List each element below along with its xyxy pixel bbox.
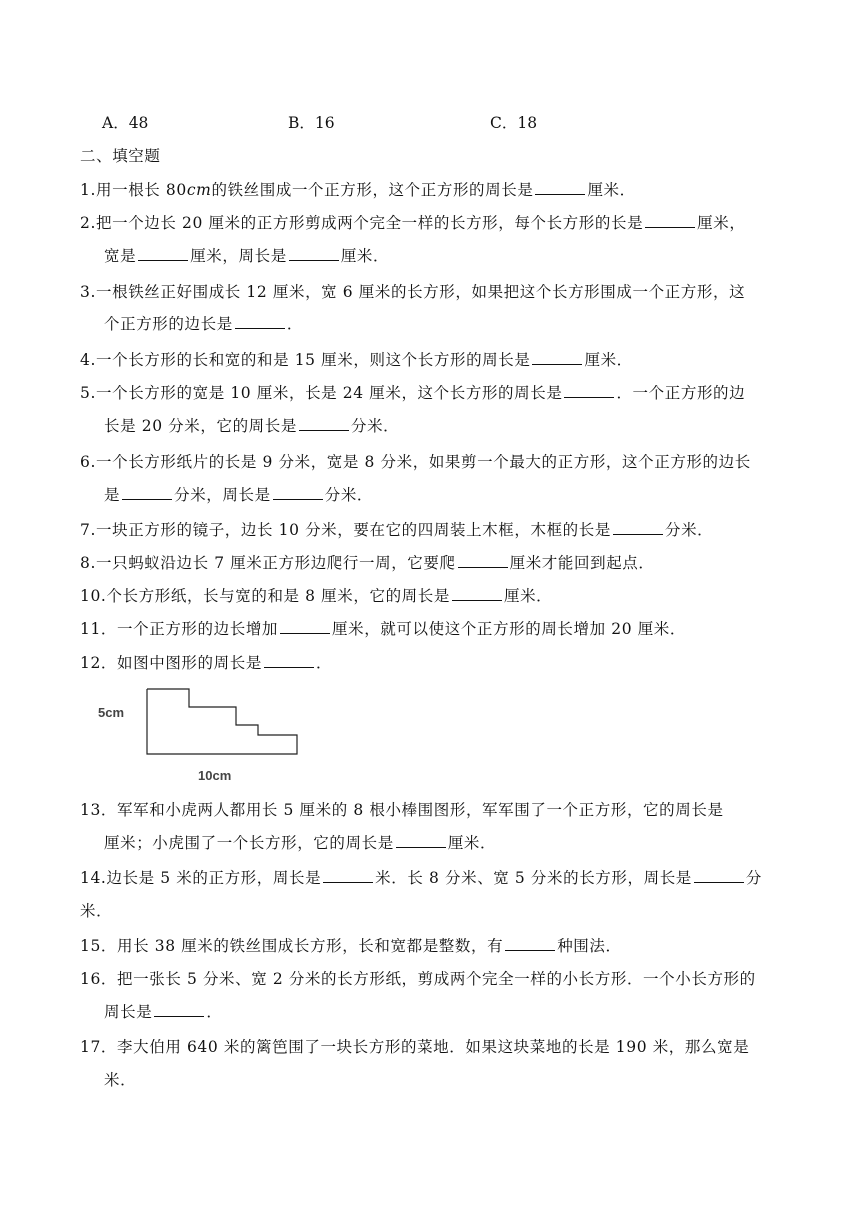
question-7 (80, 520, 713, 540)
question-14 (80, 868, 762, 888)
answer-blank[interactable] (280, 619, 330, 634)
q4-text-b: 厘米． (584, 351, 633, 369)
answer-blank[interactable] (138, 246, 188, 261)
question-6-cont (104, 485, 373, 505)
question-13-cont (104, 833, 496, 853)
q6-text-a: 6.一个长方形纸片的长是 9 分米，宽是 8 分米，如果剪一个最大的正方形，这个正方形的边长 (80, 453, 751, 471)
section-title: 二、填空题 (80, 147, 161, 165)
question-14-cont (80, 901, 112, 921)
q5-text-b: ．一个正方形的边 (616, 384, 746, 402)
answer-blank[interactable] (645, 213, 695, 228)
q7-text-a: 7.一块正方形的镜子，边长 10 分米，要在它的四周装上木框，木框的长是 (80, 521, 611, 539)
option-c: C．18 (490, 114, 538, 132)
q4-text-a: 4.一个长方形的长和宽的和是 15 厘米，则这个长方形的周长是 (80, 351, 531, 369)
q10-text-a: 10.个长方形纸，长与宽的和是 8 厘米，它的周长是 (80, 587, 450, 605)
answer-blank[interactable] (535, 180, 585, 195)
q15-text-a: 15．用长 38 厘米的铁丝围成长方形，长和宽都是整数，有 (80, 937, 504, 955)
question-10 (80, 586, 552, 606)
q13-text-c: 厘米． (447, 834, 497, 852)
question-1 (80, 180, 636, 200)
q2-text-b: 厘米， (697, 214, 746, 232)
q6-text-d: 分米． (324, 486, 374, 504)
q17-text-b: 米． (104, 1071, 137, 1089)
q13-text-b: 厘米；小虎围了一个长方形，它的周长是 (104, 834, 394, 852)
height-label: 5cm (98, 705, 125, 720)
q7-text-b: 分米． (664, 521, 714, 539)
answer-blank[interactable] (613, 520, 663, 535)
q2-text-d: 厘米，周长是 (190, 247, 287, 265)
question-16-cont (104, 1002, 222, 1022)
q12-text-a: 12．如图中图形的周长是 (80, 654, 262, 672)
q14-text-b: 米．长 8 分米、宽 5 分米的长方形，周长是 (375, 869, 692, 887)
answer-blank[interactable] (505, 936, 555, 951)
question-4 (80, 350, 633, 370)
answer-blank[interactable] (323, 868, 373, 883)
answer-blank[interactable] (458, 553, 508, 568)
question-3 (80, 282, 745, 302)
question-12 (80, 653, 332, 673)
answer-blank[interactable] (264, 653, 314, 668)
answer-blank[interactable] (273, 485, 323, 500)
question-16 (80, 969, 756, 989)
q16-text-b: 周长是 (104, 1003, 153, 1021)
answer-blank[interactable] (154, 1002, 204, 1017)
staircase-shape (147, 689, 297, 754)
question-17 (80, 1037, 749, 1057)
question-8 (80, 553, 655, 573)
answer-blank[interactable] (289, 246, 339, 261)
question-11 (80, 619, 686, 639)
q11-text-a: 11．一个正方形的边长增加 (80, 620, 279, 638)
answer-blank[interactable] (299, 416, 349, 431)
option-a: A．48 (102, 114, 149, 132)
answer-blank[interactable] (564, 383, 614, 398)
question-15 (80, 936, 622, 956)
answer-blank[interactable] (532, 350, 582, 365)
q8-text-a: 8.一只蚂蚁沿边长 7 厘米正方形边爬行一周，它要爬 (80, 554, 456, 572)
q1-text-a: 1.用一根长 80 (80, 181, 187, 199)
q2-text-a: 2.把一个边长 20 厘米的正方形剪成两个完全一样的长方形，每个长方形的长是 (80, 214, 644, 232)
question-5 (80, 383, 745, 403)
answer-blank[interactable] (396, 833, 446, 848)
answer-blank[interactable] (694, 868, 744, 883)
question-6 (80, 452, 751, 472)
q14-text-c: 分 (745, 869, 763, 887)
q1-text-c: 厘米． (587, 181, 636, 199)
q5-text-a: 5.一个长方形的宽是 10 厘米，长是 24 厘米，这个长方形的周长是 (80, 384, 563, 402)
q12-text-b: ． (315, 654, 333, 672)
question-2-cont (104, 246, 389, 266)
q6-text-c: 分米，周长是 (174, 486, 271, 504)
q3-text-b: 个正方形的边长是 (104, 315, 233, 333)
q6-text-b: 是 (104, 486, 121, 504)
q14-text-a: 14.边长是 5 米的正方形，周长是 (80, 869, 322, 887)
q10-text-b: 厘米． (503, 587, 553, 605)
q5-text-d: 分米． (350, 417, 400, 435)
q16-text-c: ． (206, 1003, 223, 1021)
question-3-cont (104, 314, 303, 334)
q3-text-c: ． (286, 315, 303, 333)
question-13 (80, 800, 724, 820)
q1-unit: cm (186, 181, 212, 199)
width-label: 10cm (198, 768, 232, 783)
q15-text-b: 种围法． (557, 937, 622, 955)
q2-text-c: 宽是 (104, 247, 137, 265)
question-2 (80, 213, 745, 233)
q14-text-d: 米． (80, 902, 113, 920)
answer-blank[interactable] (235, 314, 285, 329)
answer-blank[interactable] (122, 485, 172, 500)
option-b: B．16 (288, 114, 335, 132)
staircase-figure (92, 680, 312, 785)
q13-text-a: 13．军军和小虎两人都用长 5 厘米的 8 根小棒围图形，军军围了一个正方形，它的周长是 (80, 801, 724, 819)
q17-text-a: 17．李大伯用 640 米的篱笆围了一块长方形的菜地．如果这块菜地的长是 190 米，那么宽是 (80, 1038, 750, 1056)
answer-blank[interactable] (452, 586, 502, 601)
q16-text-a: 16．把一张长 5 分米、宽 2 分米的长方形纸，剪成两个完全一样的小长方形．一个小长方形的 (80, 970, 756, 988)
q2-text-e: 厘米． (340, 247, 390, 265)
q1-text-b: 的铁丝围成一个正方形，这个正方形的周长是 (211, 181, 534, 199)
q8-text-b: 厘米才能回到起点． (509, 554, 655, 572)
question-17-cont (104, 1070, 136, 1090)
q11-text-b: 厘米，就可以使这个正方形的周长增加 20 厘米． (332, 620, 687, 638)
q5-text-c: 长是 20 分米，它的周长是 (104, 417, 297, 435)
q3-text-a: 3.一根铁丝正好围成长 12 厘米，宽 6 厘米的长方形，如果把这个长方形围成一个正方形，这 (80, 283, 746, 301)
question-5-cont (104, 416, 399, 436)
